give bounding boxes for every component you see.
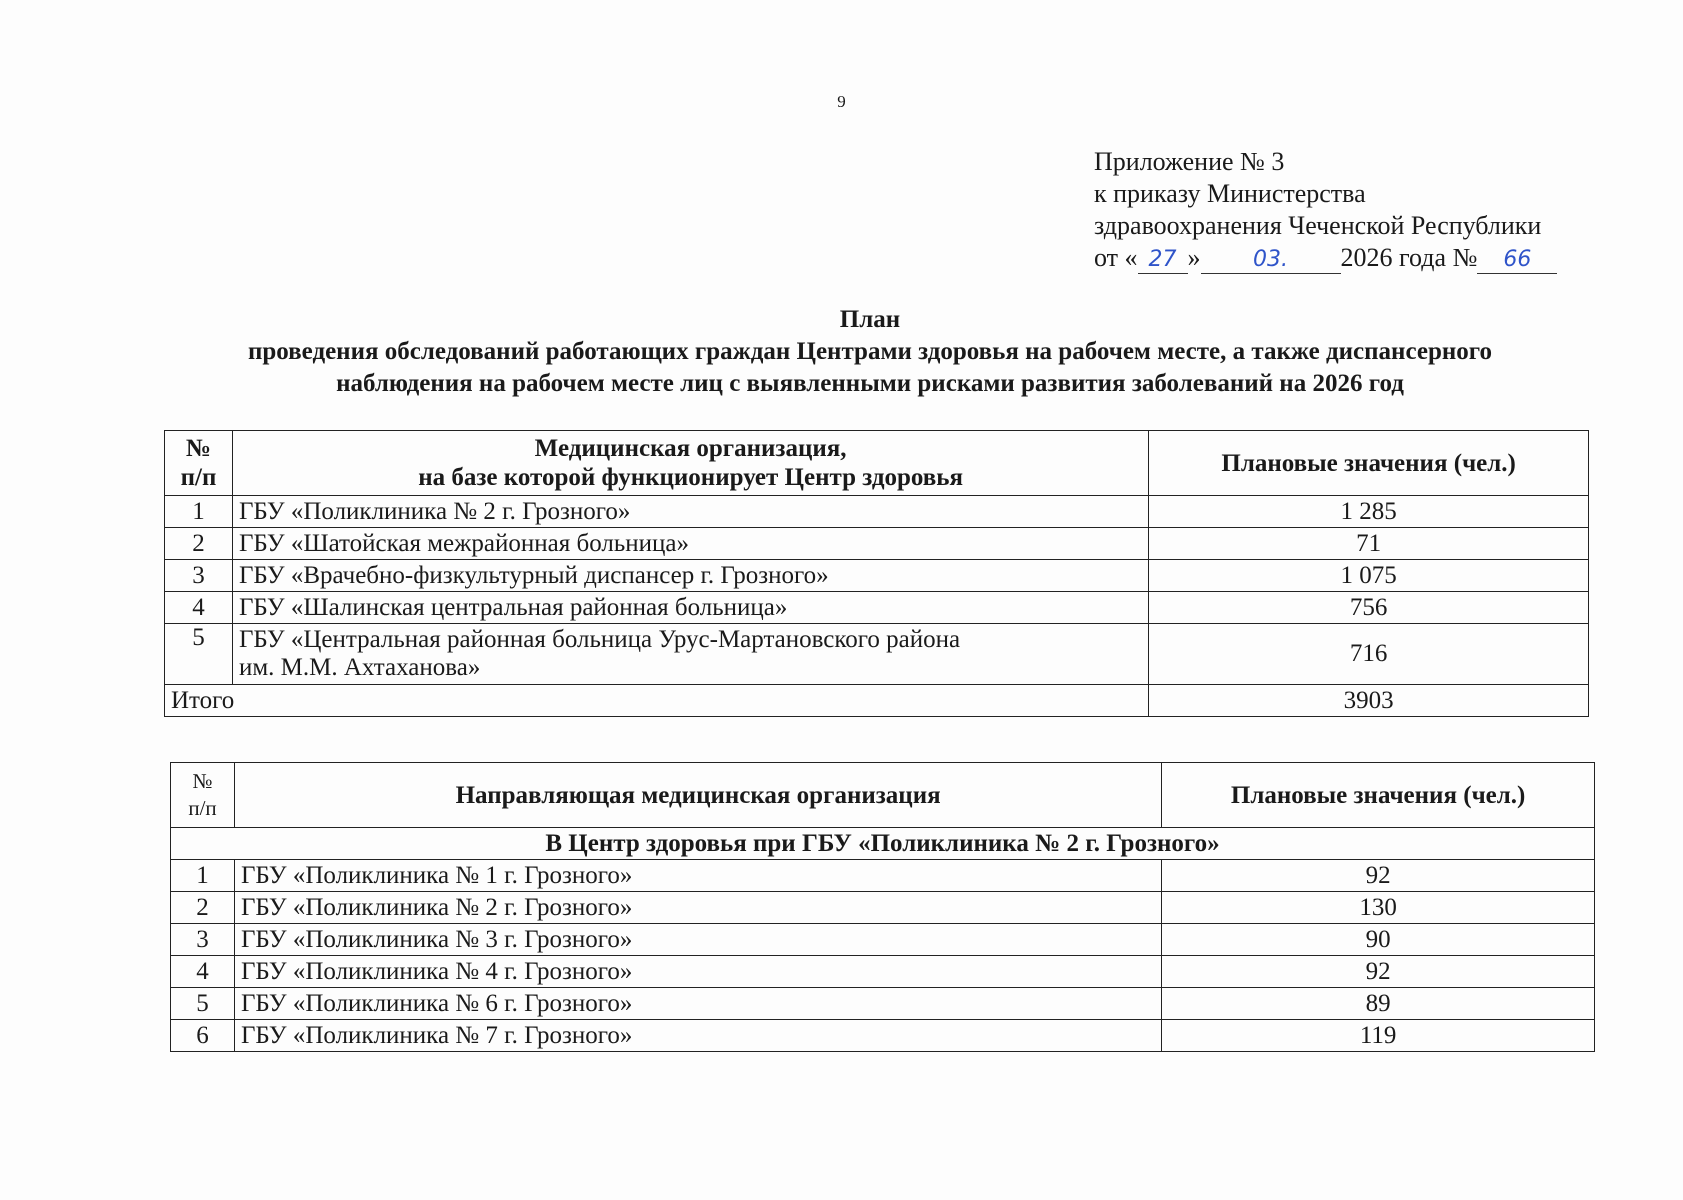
row-number: 5: [165, 624, 233, 685]
table-row: [165, 528, 1589, 560]
appendix-line-2: к приказу Министерства: [1094, 179, 1366, 208]
table-header-row: [165, 431, 1589, 496]
row-organization: ГБУ «Поликлиника № 2 г. Грозного»: [232, 496, 1148, 528]
row-organization: ГБУ «Поликлиника № 6 г. Грозного»: [234, 988, 1161, 1020]
row-number: 5: [171, 988, 235, 1020]
header-number-line-2: п/п: [180, 464, 217, 491]
row-value: 89: [1162, 988, 1595, 1020]
title-line-3: наблюдения на рабочем месте лиц с выявленными рисками развития заболеваний на 2026 год: [336, 370, 1404, 397]
header-number-line-1: №: [185, 435, 212, 462]
appendix-line-1: Приложение № 3: [1094, 147, 1285, 176]
table-row: [165, 624, 1589, 685]
row-number: 1: [171, 860, 235, 892]
table-row: [165, 560, 1589, 592]
row-value: 119: [1162, 1020, 1595, 1052]
total-value: 3903: [1149, 685, 1589, 717]
row-number: 4: [171, 956, 235, 988]
header-organization: [232, 431, 1148, 496]
row-number: 2: [165, 528, 233, 560]
header-planned-values: Плановые значения (чел.): [1149, 431, 1589, 496]
row-organization: ГБУ «Шалинская центральная районная больница»: [232, 592, 1148, 624]
row-organization: ГБУ «Поликлиника № 7 г. Грозного»: [234, 1020, 1161, 1052]
handwritten-day: 27: [1138, 247, 1188, 274]
health-centers-table: [164, 430, 1589, 717]
table-row: [171, 860, 1595, 892]
header-number: [165, 431, 233, 496]
row-organization: ГБУ «Поликлиника № 4 г. Грозного»: [234, 956, 1161, 988]
row-value: 716: [1149, 624, 1589, 685]
handwritten-order-number: 66: [1477, 247, 1557, 274]
row-organization: ГБУ «Поликлиника № 1 г. Грозного»: [234, 860, 1161, 892]
row-value: 756: [1149, 592, 1589, 624]
title-line-1: План: [839, 306, 901, 333]
table-row: [171, 892, 1595, 924]
row-value: 92: [1162, 956, 1595, 988]
appendix-date-line: [1094, 242, 1557, 274]
table-row: [171, 956, 1595, 988]
total-label: Итого: [165, 685, 1149, 717]
table-row: [165, 496, 1589, 528]
row-organization: ГБУ «Поликлиника № 3 г. Грозного»: [234, 924, 1161, 956]
row-number: 2: [171, 892, 235, 924]
row-organization: ГБУ «Шатойская межрайонная больница»: [232, 528, 1148, 560]
title-line-2: проведения обследований работающих граждан Центрами здоровья на рабочем месте, а также диспансерного: [247, 338, 1492, 365]
table-row: [165, 592, 1589, 624]
row-organization: ГБУ «Врачебно-физкультурный диспансер г. Грозного»: [232, 560, 1148, 592]
date-prefix: от «: [1094, 243, 1138, 272]
header-org-line-1: Медицинская организация,: [534, 435, 847, 462]
section-row: [171, 828, 1595, 860]
date-quote-close: »: [1187, 243, 1201, 272]
row-value: 1 075: [1149, 560, 1589, 592]
header-planned-values: Плановые значения (чел.): [1162, 763, 1595, 828]
table-row: [171, 924, 1595, 956]
total-row: [165, 685, 1589, 717]
row-number: 3: [171, 924, 235, 956]
row-value: 71: [1149, 528, 1589, 560]
header-org-line-2: на базе которой функционирует Центр здоровья: [418, 464, 964, 491]
row-number: 3: [165, 560, 233, 592]
header-number-line-2: п/п: [188, 796, 217, 820]
row-org-line-2: им. М.М. Ахтаханова»: [238, 654, 481, 681]
row-value: 90: [1162, 924, 1595, 956]
row-number: 4: [165, 592, 233, 624]
document-title: [150, 304, 1590, 400]
date-year-text: 2026 года №: [1340, 243, 1478, 272]
table-row: [171, 1020, 1595, 1052]
row-org-line-1: ГБУ «Центральная районная больница Урус-Мартановского района: [238, 626, 961, 653]
row-number: 1: [165, 496, 233, 528]
table-header-row: [171, 763, 1595, 828]
row-organization: [232, 624, 1148, 685]
header-number-line-1: №: [192, 769, 213, 793]
appendix-header: [1094, 146, 1557, 274]
row-value: 130: [1162, 892, 1595, 924]
referring-organizations-table: [170, 762, 1595, 1052]
row-number: 6: [171, 1020, 235, 1052]
table-row: [171, 988, 1595, 1020]
header-organization: Направляющая медицинская организация: [234, 763, 1161, 828]
page-number: 9: [837, 92, 846, 111]
row-value: 92: [1162, 860, 1595, 892]
header-number: [171, 763, 235, 828]
handwritten-month: 03.: [1201, 247, 1341, 274]
row-organization: ГБУ «Поликлиника № 2 г. Грозного»: [234, 892, 1161, 924]
section-title: В Центр здоровья при ГБУ «Поликлиника № 2 г. Грозного»: [171, 828, 1595, 860]
appendix-line-3: здравоохранения Чеченской Республики: [1094, 211, 1542, 240]
row-value: 1 285: [1149, 496, 1589, 528]
